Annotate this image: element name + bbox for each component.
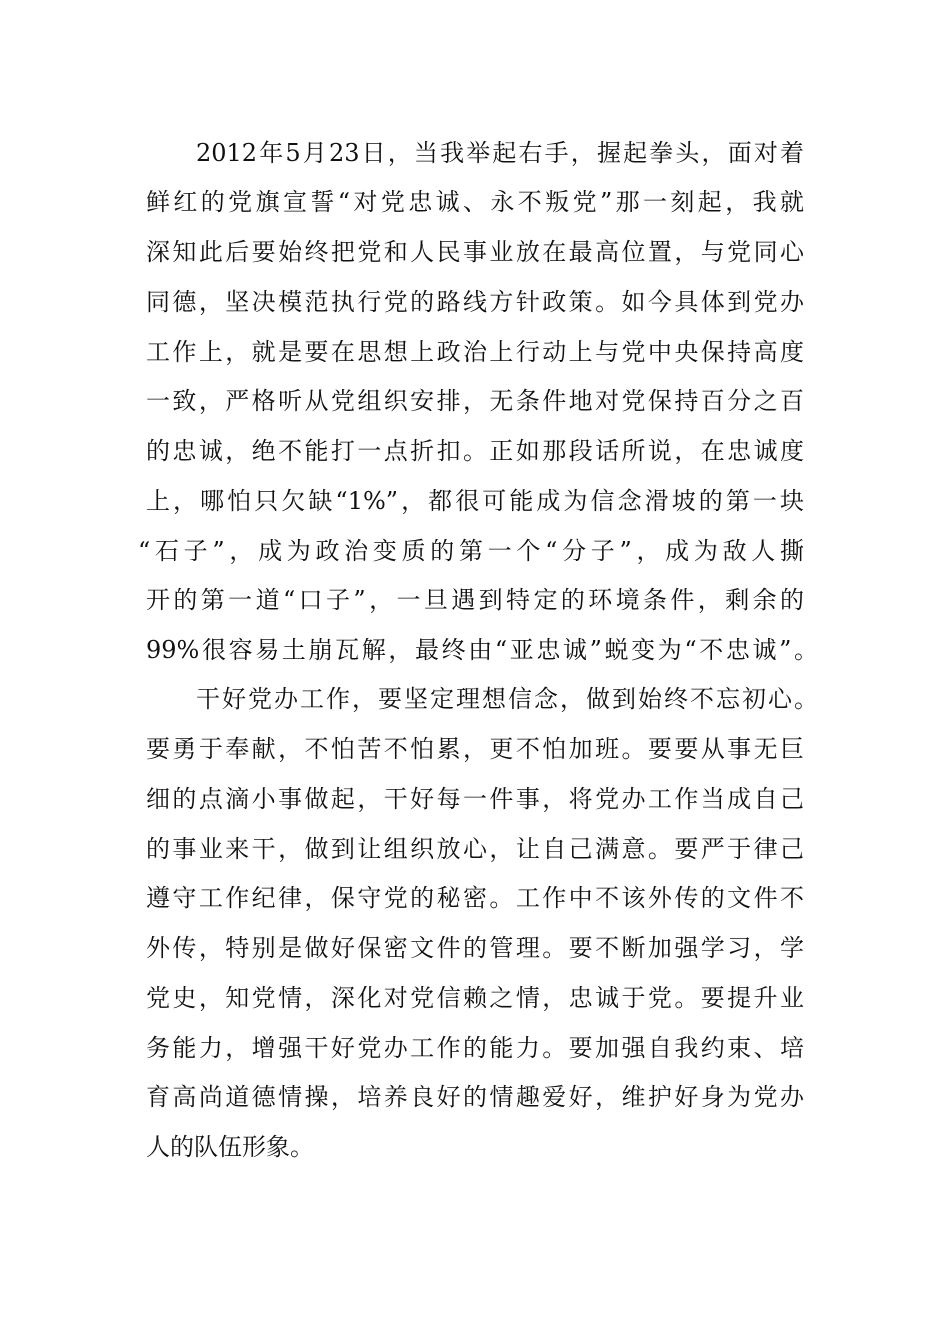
paragraph-2-line-3: 细的点滴小事做起，干好每一件事，将党办工作当成自己	[146, 785, 804, 813]
paragraph-1-line-11: 99%很容易土崩瓦解，最终由“亚忠诚”蜕变为“不忠诚”。	[146, 636, 818, 664]
paragraph-1-line-5: 工作上，就是要在思想上政治上行动上与党中央保持高度	[146, 338, 804, 366]
paragraph-2-line-2: 要勇于奉献，不怕苦不怕累，更不怕加班。要要从事无巨	[146, 735, 804, 763]
paragraph-2-line-5: 遵守工作纪律，保守党的秘密。工作中不该外传的文件不	[146, 884, 804, 912]
paragraph-1-line-7: 的忠诚，绝不能打一点折扣。正如那段话所说，在忠诚度	[146, 437, 804, 465]
paragraph-1-line-6: 一致，严格听从党组织安排，无条件地对党保持百分之百	[146, 387, 804, 415]
paragraph-2-line-9: 育高尚道德情操，培养良好的情趣爱好，维护好身为党办	[146, 1083, 804, 1111]
paragraph-1-line-4: 同德，坚决模范执行党的路线方针政策。如今具体到党办	[146, 288, 804, 316]
paragraph-1-line-8: 上，哪怕只欠缺“1%”，都很可能成为信念滑坡的第一块	[146, 487, 804, 515]
paragraph-1-line-10: 开的第一道“口子”，一旦遇到特定的环境条件，剩余的	[146, 586, 804, 614]
paragraph-2-line-6: 外传，特别是做好保密文件的管理。要不断加强学习，学	[146, 934, 804, 962]
paragraph-1-line-2: 鲜红的党旗宣誓“对党忠诚、永不叛党”那一刻起，我就	[146, 188, 804, 216]
paragraph-2-line-7: 党史，知党情，深化对党信赖之情，忠诚于党。要提升业	[146, 984, 804, 1012]
paragraph-2-line-1: 干好党办工作，要坚定理想信念，做到始终不忘初心。	[196, 685, 818, 713]
paragraph-2-line-10: 人的队伍形象。	[146, 1133, 314, 1161]
paragraph-2-line-4: 的事业来干，做到让组织放心，让自己满意。要严于律己	[146, 835, 804, 863]
paragraph-2-line-8: 务能力，增强干好党办工作的能力。要加强自我约束、培	[146, 1034, 804, 1062]
paragraph-1-line-9: “石子”，成为政治变质的第一个“分子”，成为敌人撕	[138, 537, 804, 565]
paragraph-1-line-1: 2012年5月23日，当我举起右手，握起拳头，面对着	[196, 139, 804, 167]
paragraph-1-line-3: 深知此后要始终把党和人民事业放在最高位置，与党同心	[146, 238, 804, 266]
